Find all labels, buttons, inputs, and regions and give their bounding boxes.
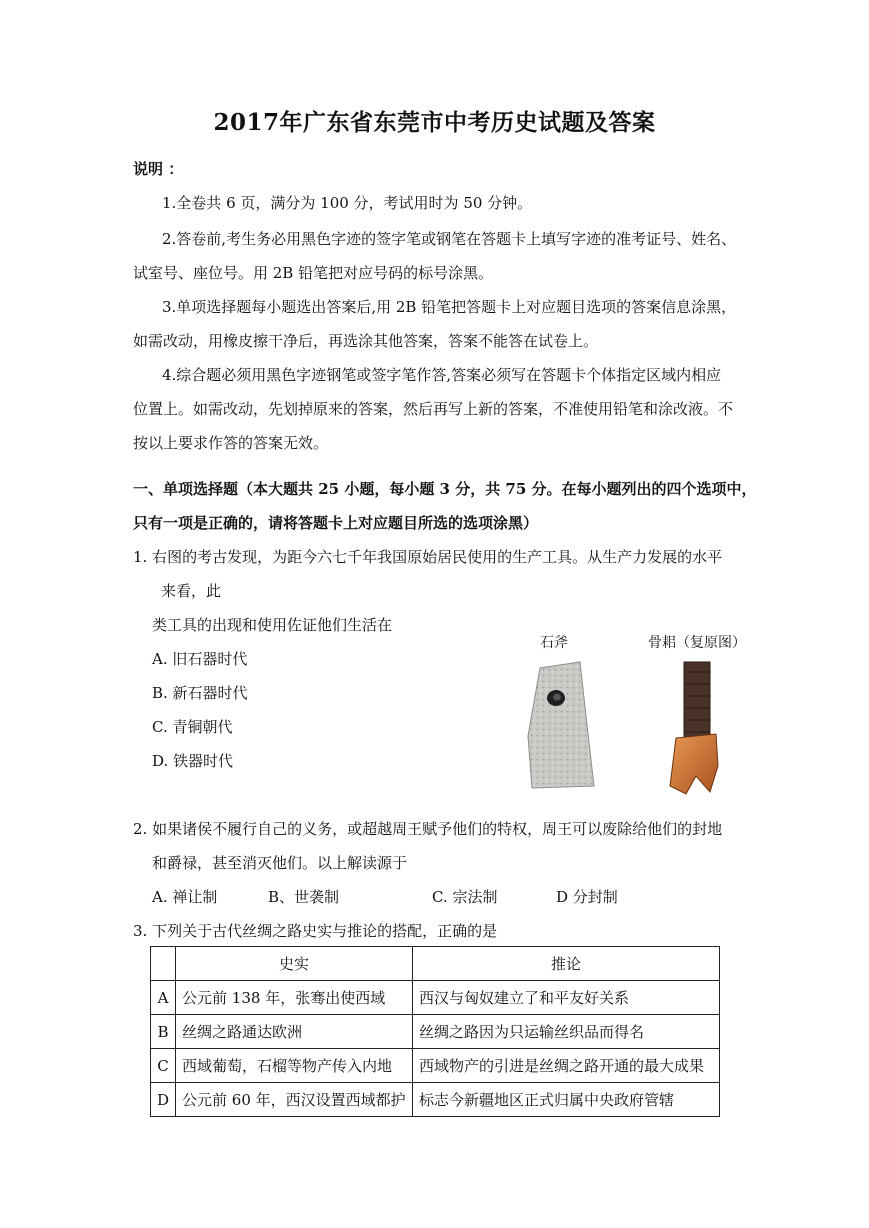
table-header-row [151,947,720,981]
option: B. 新石器时代 [152,684,248,702]
table-cell: 标志今新疆地区正式归属中央政府管辖 [413,1083,720,1117]
option: C. 青铜朝代 [152,718,233,736]
table-cell: 丝绸之路因为只运输丝织品而得名 [413,1015,720,1049]
table-row [151,1015,720,1049]
instruction-line: 如需改动，用橡皮擦干净后，再选涂其他答案，答案不能答在试卷上。 [133,332,599,350]
option: C. 宗法制 [432,888,498,906]
question-text: 3. 下列关于古代丝绸之路史实与推论的搭配，正确的是 [133,922,498,940]
question-text: 和爵禄，甚至消灭他们。以上解读源于 [152,854,408,872]
option: A. 旧石器时代 [152,650,248,668]
table-header [151,947,176,981]
option: B、世袭制 [268,888,340,906]
table-cell: 西汉与匈奴建立了和平友好关系 [413,981,720,1015]
instruction-line: 试室号、座位号。用 2B 铅笔把对应号码的标号涂黑。 [133,264,494,282]
instructions-heading: 说明 ： [133,160,184,178]
option: D 分封制 [556,888,618,906]
table-cell: 丝绸之路通达欧洲 [176,1015,413,1049]
instruction-line: 1.全卷共 6 页，满分为 100 分，考试用时为 50 分钟。 [162,194,533,212]
table-row [151,981,720,1015]
instruction-line: 3.单项选择题每小题选出答案后,用 2B 铅笔把答题卡上对应题目选项的答案信息涂黑， [162,298,737,316]
option: D. 铁器时代 [152,752,234,770]
table-cell: D [151,1083,176,1117]
table-cell: 公元前 138 年，张骞出使西域 [176,981,413,1015]
question-text: 类工具的出现和使用佐证他们生活在 [152,616,393,634]
section-heading: 只有一项是正确的，请将答题卡上对应题目所选的选项涂黑） [133,514,539,532]
option: A. 禅让制 [152,888,218,906]
figure-label-bone-spade: 骨耜（复原图） [648,635,746,651]
table-row [151,1083,720,1117]
table-header: 史实 [176,947,413,981]
instruction-line: 4.综合题必须用黑色字迹钢笔或签字笔作答,答案必须写在答题卡个体指定区域内相应 [162,366,722,384]
question-text: 2. 如果诸侯不履行自己的义务，或超越周王赋予他们的特权，周王可以废除给他们的封地 [133,820,723,838]
instruction-line: 位置上。如需改动，先划掉原来的答案，然后再写上新的答案，不准使用铅笔和涂改液。不 [133,400,734,418]
table-row [151,1049,720,1083]
section-heading: 一、单项选择题（本大题共 25 小题，每小题 3 分，共 75 分。在每小题列出的四个选项中， [133,480,757,498]
question-text: 来看，此 [161,582,222,600]
table-cell: 西域物产的引进是丝绸之路开通的最大成果 [413,1049,720,1083]
table-cell: A [151,981,176,1015]
instruction-line: 按以上要求作答的答案无效。 [133,434,329,452]
bone-spade-image [670,662,718,794]
page-title: 2017年广东省东莞市中考历史试题及答案 [213,109,656,136]
question-text: 1. 右图的考古发现，为距今六七千年我国原始居民使用的生产工具。从生产力发展的水平 [133,548,723,566]
table-cell: 西域葡萄，石榴等物产传入内地 [176,1049,413,1083]
table-cell: B [151,1015,176,1049]
stone-axe-image [528,662,594,788]
figure-label-stone-axe: 石斧 [540,635,568,651]
table-cell: C [151,1049,176,1083]
silk-road-table [150,946,720,1117]
table-cell: 公元前 60 年，西汉设置西域都护 [176,1083,413,1117]
artifact-figure [518,626,750,798]
instruction-line: 2.答卷前,考生务必用黑色字迹的签字笔或钢笔在答题卡上填写字迹的准考证号、姓名、 [162,230,737,248]
table-header: 推论 [413,947,720,981]
artifact-illustration [518,626,750,798]
